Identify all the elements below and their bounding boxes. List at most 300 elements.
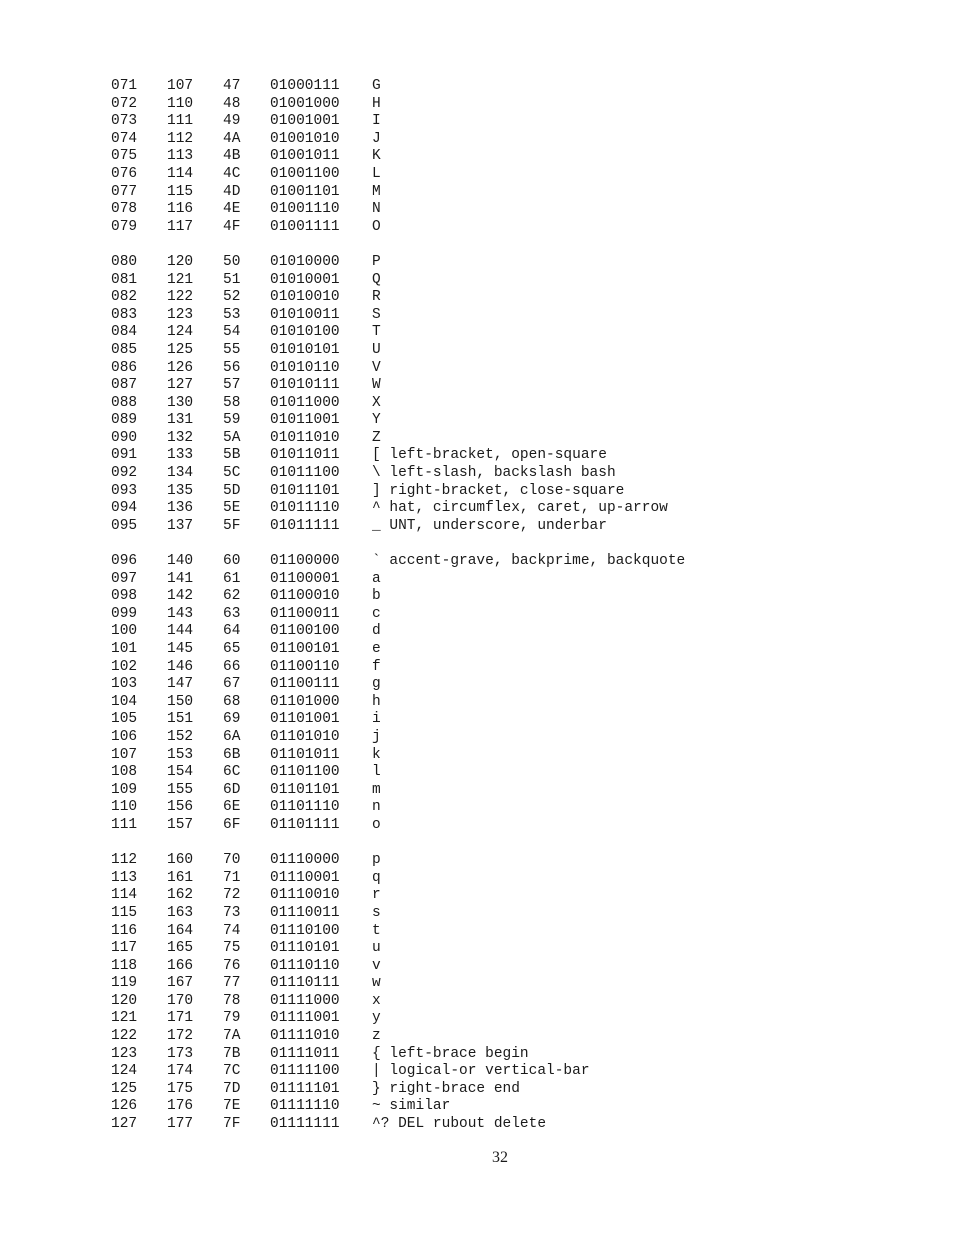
octal-cell: 122 bbox=[167, 289, 194, 306]
decimal-cell: 118 bbox=[111, 957, 138, 974]
table-row bbox=[111, 166, 685, 184]
binary-cell: 01110100 bbox=[270, 922, 340, 939]
table-row bbox=[111, 1010, 685, 1028]
binary-cell: 01011001 bbox=[270, 412, 340, 429]
table-row bbox=[111, 307, 685, 325]
binary-cell: 01001011 bbox=[270, 148, 340, 165]
table-row bbox=[111, 1028, 685, 1046]
hex-cell: 64 bbox=[223, 623, 241, 640]
table-row bbox=[111, 641, 685, 659]
hex-cell: 77 bbox=[223, 975, 241, 992]
binary-cell: 01111010 bbox=[270, 1028, 340, 1045]
character-cell: ^ hat, circumflex, caret, up-arrow bbox=[372, 500, 668, 517]
table-row bbox=[111, 905, 685, 923]
table-row bbox=[111, 1116, 685, 1134]
hex-cell: 5F bbox=[223, 517, 241, 534]
character-cell: K bbox=[372, 148, 381, 165]
binary-cell: 01100100 bbox=[270, 623, 340, 640]
table-row bbox=[111, 1063, 685, 1081]
binary-cell: 01110011 bbox=[270, 904, 340, 921]
character-cell: V bbox=[372, 359, 381, 376]
octal-cell: 112 bbox=[167, 130, 194, 147]
hex-cell: 76 bbox=[223, 957, 241, 974]
table-group bbox=[111, 254, 685, 536]
table-row bbox=[111, 852, 685, 870]
binary-cell: 01011000 bbox=[270, 394, 340, 411]
character-cell: g bbox=[372, 676, 381, 693]
hex-cell: 65 bbox=[223, 641, 241, 657]
decimal-cell: 121 bbox=[111, 1010, 138, 1027]
octal-cell: 176 bbox=[167, 1098, 194, 1115]
hex-cell: 53 bbox=[223, 306, 241, 323]
octal-cell: 116 bbox=[167, 201, 194, 218]
table-group bbox=[111, 553, 685, 835]
decimal-cell: 109 bbox=[111, 781, 138, 798]
decimal-cell: 097 bbox=[111, 570, 138, 587]
binary-cell: 01111101 bbox=[270, 1080, 340, 1097]
hex-cell: 7E bbox=[223, 1098, 241, 1115]
binary-cell: 01011010 bbox=[270, 429, 340, 446]
decimal-cell: 114 bbox=[111, 887, 138, 904]
octal-cell: 146 bbox=[167, 658, 194, 675]
binary-cell: 01001111 bbox=[270, 218, 340, 235]
hex-cell: 49 bbox=[223, 113, 241, 130]
character-cell: ~ similar bbox=[372, 1098, 451, 1115]
table-row bbox=[111, 782, 685, 800]
table-row bbox=[111, 729, 685, 747]
character-cell: c bbox=[372, 605, 381, 622]
hex-cell: 56 bbox=[223, 359, 241, 376]
decimal-cell: 092 bbox=[111, 465, 138, 482]
page-number: 32 bbox=[492, 1149, 508, 1166]
binary-cell: 01010111 bbox=[270, 377, 340, 394]
octal-cell: 127 bbox=[167, 377, 194, 394]
decimal-cell: 087 bbox=[111, 377, 138, 394]
table-row bbox=[111, 711, 685, 729]
binary-cell: 01010110 bbox=[270, 359, 340, 376]
table-row bbox=[111, 342, 685, 360]
hex-cell: 6B bbox=[223, 746, 241, 763]
binary-cell: 01100010 bbox=[270, 588, 340, 605]
decimal-cell: 122 bbox=[111, 1028, 138, 1045]
decimal-cell: 123 bbox=[111, 1045, 138, 1062]
decimal-cell: 126 bbox=[111, 1098, 138, 1115]
hex-cell: 52 bbox=[223, 289, 241, 306]
octal-cell: 126 bbox=[167, 359, 194, 376]
decimal-cell: 127 bbox=[111, 1116, 138, 1133]
table-row bbox=[111, 360, 685, 378]
decimal-cell: 110 bbox=[111, 799, 138, 816]
hex-cell: 57 bbox=[223, 377, 241, 394]
hex-cell: 59 bbox=[223, 412, 241, 429]
binary-cell: 01011101 bbox=[270, 482, 340, 499]
table-row bbox=[111, 324, 685, 342]
table-row bbox=[111, 430, 685, 448]
decimal-cell: 103 bbox=[111, 676, 138, 693]
hex-cell: 4F bbox=[223, 218, 241, 235]
character-cell: w bbox=[372, 975, 381, 992]
binary-cell: 01110000 bbox=[270, 852, 340, 869]
octal-cell: 154 bbox=[167, 764, 194, 781]
character-cell: M bbox=[372, 183, 381, 200]
hex-cell: 6D bbox=[223, 781, 241, 798]
octal-cell: 143 bbox=[167, 605, 194, 622]
binary-cell: 01111100 bbox=[270, 1063, 340, 1080]
character-cell: s bbox=[372, 904, 381, 921]
hex-cell: 47 bbox=[223, 78, 241, 94]
character-cell: \ left-slash, backslash bash bbox=[372, 465, 616, 482]
binary-cell: 01001010 bbox=[270, 130, 340, 147]
character-cell: d bbox=[372, 623, 381, 640]
hex-cell: 6F bbox=[223, 816, 241, 833]
table-row bbox=[111, 465, 685, 483]
character-cell: f bbox=[372, 658, 381, 675]
character-cell: r bbox=[372, 887, 381, 904]
hex-cell: 5B bbox=[223, 447, 241, 464]
hex-cell: 4D bbox=[223, 183, 241, 200]
octal-cell: 175 bbox=[167, 1080, 194, 1097]
hex-cell: 62 bbox=[223, 588, 241, 605]
table-row bbox=[111, 571, 685, 589]
binary-cell: 01111011 bbox=[270, 1045, 340, 1062]
character-cell: o bbox=[372, 816, 381, 833]
octal-cell: 172 bbox=[167, 1028, 194, 1045]
character-cell: P bbox=[372, 253, 381, 270]
character-cell: ` accent-grave, backprime, backquote bbox=[372, 553, 686, 570]
binary-cell: 01011011 bbox=[270, 447, 340, 464]
decimal-cell: 077 bbox=[111, 183, 138, 200]
binary-cell: 01011111 bbox=[270, 517, 340, 534]
decimal-cell: 105 bbox=[111, 711, 138, 728]
table-row bbox=[111, 606, 685, 624]
octal-cell: 150 bbox=[167, 693, 194, 710]
table-row bbox=[111, 272, 685, 290]
hex-cell: 51 bbox=[223, 271, 241, 288]
decimal-cell: 113 bbox=[111, 869, 138, 886]
binary-cell: 01100110 bbox=[270, 658, 340, 675]
table-row bbox=[111, 1046, 685, 1064]
decimal-cell: 125 bbox=[111, 1080, 138, 1097]
binary-cell: 01110001 bbox=[270, 869, 340, 886]
binary-cell: 01110111 bbox=[270, 975, 340, 992]
decimal-cell: 080 bbox=[111, 253, 138, 270]
character-cell: O bbox=[372, 218, 381, 235]
octal-cell: 152 bbox=[167, 728, 194, 745]
character-cell: ] right-bracket, close-square bbox=[372, 482, 625, 499]
hex-cell: 6C bbox=[223, 764, 241, 781]
table-row bbox=[111, 219, 685, 237]
table-row bbox=[111, 447, 685, 465]
octal-cell: 115 bbox=[167, 183, 194, 200]
octal-cell: 113 bbox=[167, 148, 194, 165]
octal-cell: 141 bbox=[167, 570, 194, 587]
octal-cell: 155 bbox=[167, 781, 194, 798]
binary-cell: 01101110 bbox=[270, 799, 340, 816]
octal-cell: 137 bbox=[167, 517, 194, 534]
hex-cell: 4E bbox=[223, 201, 241, 218]
binary-cell: 01101010 bbox=[270, 728, 340, 745]
decimal-cell: 119 bbox=[111, 975, 138, 992]
table-row bbox=[111, 958, 685, 976]
hex-cell: 54 bbox=[223, 324, 241, 341]
octal-cell: 133 bbox=[167, 447, 194, 464]
character-cell: j bbox=[372, 728, 381, 745]
table-row bbox=[111, 747, 685, 765]
table-row bbox=[111, 289, 685, 307]
hex-cell: 72 bbox=[223, 887, 241, 904]
binary-cell: 01100000 bbox=[270, 553, 340, 570]
character-cell: q bbox=[372, 869, 381, 886]
decimal-cell: 095 bbox=[111, 517, 138, 534]
character-cell: i bbox=[372, 711, 381, 728]
octal-cell: 157 bbox=[167, 816, 194, 833]
table-row bbox=[111, 799, 685, 817]
binary-cell: 01111111 bbox=[270, 1116, 340, 1133]
binary-cell: 01010100 bbox=[270, 324, 340, 341]
character-cell: n bbox=[372, 799, 381, 816]
table-row bbox=[111, 395, 685, 413]
character-cell: a bbox=[372, 570, 381, 587]
octal-cell: 136 bbox=[167, 500, 194, 517]
character-cell: y bbox=[372, 1010, 381, 1027]
character-cell: Z bbox=[372, 429, 381, 446]
character-cell: k bbox=[372, 746, 381, 763]
table-row bbox=[111, 254, 685, 272]
table-row bbox=[111, 377, 685, 395]
octal-cell: 164 bbox=[167, 922, 194, 939]
octal-cell: 151 bbox=[167, 711, 194, 728]
table-row bbox=[111, 975, 685, 993]
binary-cell: 01010001 bbox=[270, 271, 340, 288]
table-group bbox=[111, 78, 685, 236]
character-cell: ^? DEL rubout delete bbox=[372, 1116, 547, 1133]
binary-cell: 01100001 bbox=[270, 570, 340, 587]
octal-cell: 114 bbox=[167, 165, 194, 182]
decimal-cell: 078 bbox=[111, 201, 138, 218]
hex-cell: 78 bbox=[223, 992, 241, 1009]
table-row bbox=[111, 1098, 685, 1116]
octal-cell: 166 bbox=[167, 957, 194, 974]
character-cell: t bbox=[372, 922, 381, 939]
octal-cell: 177 bbox=[167, 1116, 194, 1133]
character-cell: W bbox=[372, 377, 381, 394]
hex-cell: 69 bbox=[223, 711, 241, 728]
character-cell: v bbox=[372, 957, 381, 974]
table-row bbox=[111, 78, 685, 96]
hex-cell: 70 bbox=[223, 852, 241, 869]
character-cell: J bbox=[372, 130, 381, 147]
character-cell: G bbox=[372, 78, 381, 94]
character-cell: h bbox=[372, 693, 381, 710]
table-row bbox=[111, 113, 685, 131]
hex-cell: 5E bbox=[223, 500, 241, 517]
table-row bbox=[111, 553, 685, 571]
character-cell: N bbox=[372, 201, 381, 218]
octal-cell: 107 bbox=[167, 78, 194, 94]
decimal-cell: 100 bbox=[111, 623, 138, 640]
octal-cell: 117 bbox=[167, 218, 194, 235]
character-cell: I bbox=[372, 113, 381, 130]
hex-cell: 7C bbox=[223, 1063, 241, 1080]
hex-cell: 63 bbox=[223, 605, 241, 622]
table-row bbox=[111, 518, 685, 536]
character-cell: { left-brace begin bbox=[372, 1045, 529, 1062]
character-cell: S bbox=[372, 306, 381, 323]
hex-cell: 68 bbox=[223, 693, 241, 710]
hex-cell: 5D bbox=[223, 482, 241, 499]
table-row bbox=[111, 500, 685, 518]
binary-cell: 01001101 bbox=[270, 183, 340, 200]
binary-cell: 01100101 bbox=[270, 641, 340, 657]
hex-cell: 4B bbox=[223, 148, 241, 165]
table-row bbox=[111, 184, 685, 202]
hex-cell: 7B bbox=[223, 1045, 241, 1062]
table-row bbox=[111, 694, 685, 712]
octal-cell: 145 bbox=[167, 641, 194, 657]
binary-cell: 01101101 bbox=[270, 781, 340, 798]
hex-cell: 55 bbox=[223, 341, 241, 358]
table-row bbox=[111, 96, 685, 114]
octal-cell: 123 bbox=[167, 306, 194, 323]
octal-cell: 153 bbox=[167, 746, 194, 763]
binary-cell: 01000111 bbox=[270, 78, 340, 94]
octal-cell: 135 bbox=[167, 482, 194, 499]
octal-cell: 142 bbox=[167, 588, 194, 605]
binary-cell: 01100011 bbox=[270, 605, 340, 622]
hex-cell: 50 bbox=[223, 253, 241, 270]
binary-cell: 01101000 bbox=[270, 693, 340, 710]
table-row bbox=[111, 923, 685, 941]
decimal-cell: 071 bbox=[111, 78, 138, 94]
decimal-cell: 111 bbox=[111, 816, 138, 833]
binary-cell: 01101011 bbox=[270, 746, 340, 763]
table-row bbox=[111, 940, 685, 958]
character-cell: U bbox=[372, 341, 381, 358]
character-cell: Q bbox=[372, 271, 381, 288]
octal-cell: 174 bbox=[167, 1063, 194, 1080]
decimal-cell: 081 bbox=[111, 271, 138, 288]
decimal-cell: 098 bbox=[111, 588, 138, 605]
octal-cell: 130 bbox=[167, 394, 194, 411]
character-cell: X bbox=[372, 394, 381, 411]
character-cell: _ UNT, underscore, underbar bbox=[372, 517, 607, 534]
binary-cell: 01100111 bbox=[270, 676, 340, 693]
decimal-cell: 112 bbox=[111, 852, 138, 869]
character-cell: H bbox=[372, 95, 381, 112]
octal-cell: 170 bbox=[167, 992, 194, 1009]
ascii-code-table bbox=[111, 78, 685, 1134]
binary-cell: 01001000 bbox=[270, 95, 340, 112]
octal-cell: 140 bbox=[167, 553, 194, 570]
hex-cell: 5C bbox=[223, 465, 241, 482]
table-row bbox=[111, 201, 685, 219]
binary-cell: 01111110 bbox=[270, 1098, 340, 1115]
character-cell: m bbox=[372, 781, 381, 798]
table-row bbox=[111, 676, 685, 694]
hex-cell: 66 bbox=[223, 658, 241, 675]
decimal-cell: 082 bbox=[111, 289, 138, 306]
decimal-cell: 088 bbox=[111, 394, 138, 411]
table-row bbox=[111, 623, 685, 641]
table-row bbox=[111, 131, 685, 149]
octal-cell: 147 bbox=[167, 676, 194, 693]
binary-cell: 01110010 bbox=[270, 887, 340, 904]
decimal-cell: 093 bbox=[111, 482, 138, 499]
hex-cell: 60 bbox=[223, 553, 241, 570]
table-row bbox=[111, 887, 685, 905]
character-cell: | logical-or vertical-bar bbox=[372, 1063, 590, 1080]
hex-cell: 48 bbox=[223, 95, 241, 112]
character-cell: R bbox=[372, 289, 381, 306]
hex-cell: 6A bbox=[223, 728, 241, 745]
binary-cell: 01010011 bbox=[270, 306, 340, 323]
octal-cell: 111 bbox=[167, 113, 194, 130]
hex-cell: 58 bbox=[223, 394, 241, 411]
binary-cell: 01001110 bbox=[270, 201, 340, 218]
character-cell: e bbox=[372, 641, 381, 657]
octal-cell: 165 bbox=[167, 940, 194, 957]
character-cell: p bbox=[372, 852, 381, 869]
binary-cell: 01101001 bbox=[270, 711, 340, 728]
decimal-cell: 108 bbox=[111, 764, 138, 781]
decimal-cell: 106 bbox=[111, 728, 138, 745]
octal-cell: 161 bbox=[167, 869, 194, 886]
character-cell: L bbox=[372, 165, 381, 182]
hex-cell: 73 bbox=[223, 904, 241, 921]
binary-cell: 01010101 bbox=[270, 341, 340, 358]
octal-cell: 124 bbox=[167, 324, 194, 341]
hex-cell: 4A bbox=[223, 130, 241, 147]
hex-cell: 5A bbox=[223, 429, 241, 446]
octal-cell: 131 bbox=[167, 412, 194, 429]
decimal-cell: 096 bbox=[111, 553, 138, 570]
binary-cell: 01110101 bbox=[270, 940, 340, 957]
octal-cell: 173 bbox=[167, 1045, 194, 1062]
binary-cell: 01111000 bbox=[270, 992, 340, 1009]
octal-cell: 162 bbox=[167, 887, 194, 904]
hex-cell: 61 bbox=[223, 570, 241, 587]
decimal-cell: 076 bbox=[111, 165, 138, 182]
table-row bbox=[111, 993, 685, 1011]
decimal-cell: 115 bbox=[111, 904, 138, 921]
table-row bbox=[111, 659, 685, 677]
character-cell: Y bbox=[372, 412, 381, 429]
hex-cell: 67 bbox=[223, 676, 241, 693]
table-group bbox=[111, 852, 685, 1134]
octal-cell: 160 bbox=[167, 852, 194, 869]
decimal-cell: 079 bbox=[111, 218, 138, 235]
decimal-cell: 083 bbox=[111, 306, 138, 323]
decimal-cell: 107 bbox=[111, 746, 138, 763]
decimal-cell: 104 bbox=[111, 693, 138, 710]
character-cell: l bbox=[372, 764, 381, 781]
hex-cell: 75 bbox=[223, 940, 241, 957]
character-cell: } right-brace end bbox=[372, 1080, 520, 1097]
octal-cell: 171 bbox=[167, 1010, 194, 1027]
binary-cell: 01001001 bbox=[270, 113, 340, 130]
octal-cell: 110 bbox=[167, 95, 194, 112]
octal-cell: 132 bbox=[167, 429, 194, 446]
table-row bbox=[111, 148, 685, 166]
character-cell: z bbox=[372, 1028, 381, 1045]
hex-cell: 7D bbox=[223, 1080, 241, 1097]
binary-cell: 01011100 bbox=[270, 465, 340, 482]
decimal-cell: 124 bbox=[111, 1063, 138, 1080]
decimal-cell: 074 bbox=[111, 130, 138, 147]
character-cell: T bbox=[372, 324, 381, 341]
table-row bbox=[111, 764, 685, 782]
binary-cell: 01111001 bbox=[270, 1010, 340, 1027]
